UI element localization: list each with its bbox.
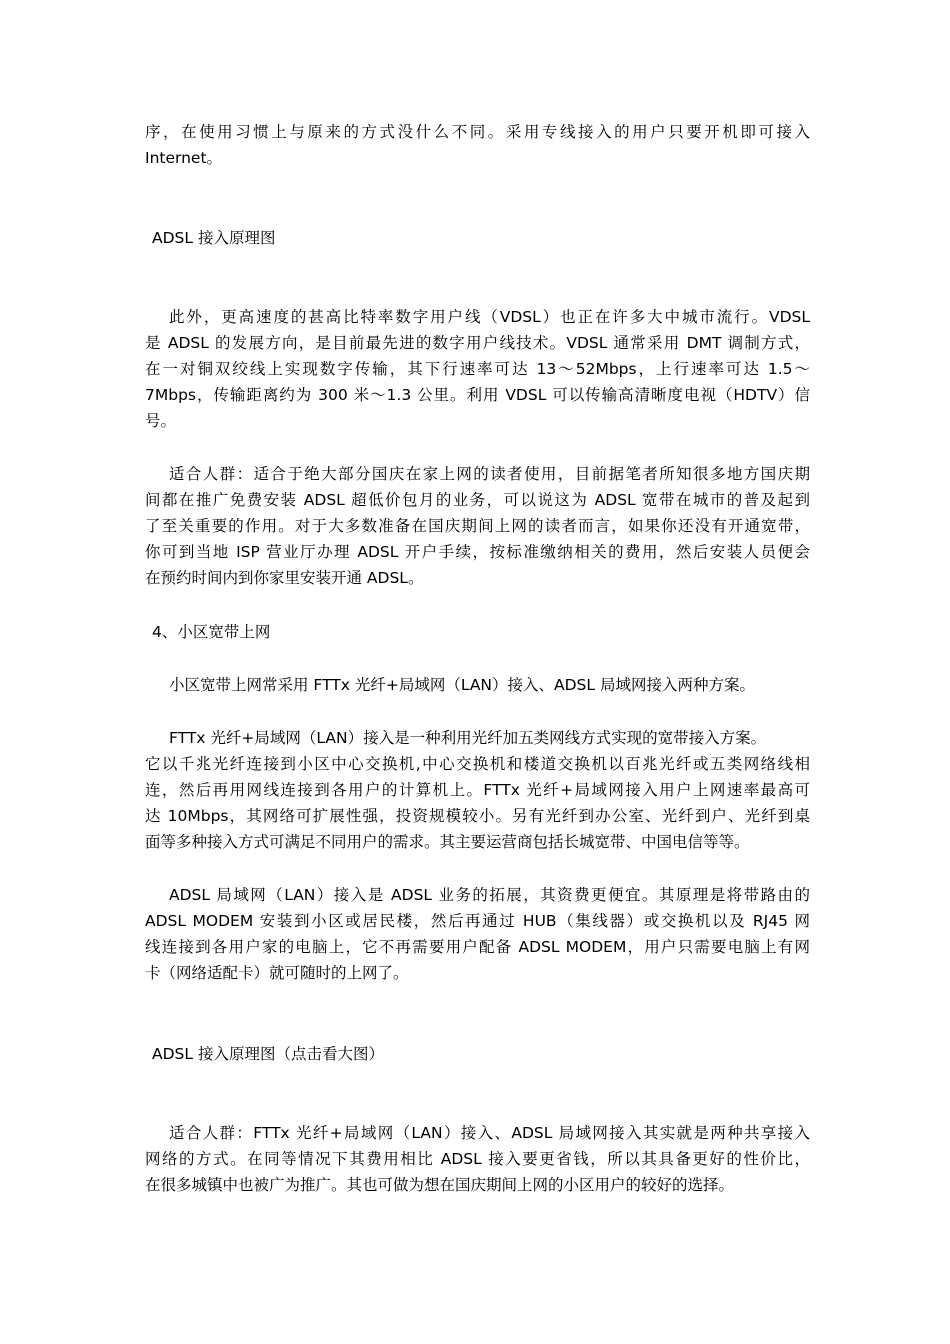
paragraph-line: 线连接到各用户家的电脑上，它不再需要用户配备 ADSL MODEM，用户只需要电脑上有网 [145, 938, 810, 956]
paragraph-line: Internet。 [145, 149, 223, 167]
paragraph-line: 号。 [145, 412, 177, 430]
paragraph-line: ADSL 局域网（LAN）接入是 ADSL 业务的拓展，其资费更便宜。其原理是将带路由的 [169, 886, 810, 904]
section-heading: 4、小区宽带上网 [152, 623, 271, 641]
paragraph-line: 在很多城镇中也被广为推广。其也可做为想在国庆期间上网的小区用户的较好的选择。 [145, 1176, 735, 1194]
paragraph-line: ADSL MODEM 安装到小区或居民楼，然后再通过 HUB（集线器）或交换机以及 RJ45 网 [145, 912, 810, 930]
figure-caption: ADSL 接入原理图 [152, 229, 276, 247]
paragraph-line: 此外，更高速度的甚高比特率数字用户线（VDSL）也正在许多大中城市流行。VDSL [169, 308, 810, 326]
paragraph-line: 序，在使用习惯上与原来的方式没什么不同。采用专线接入的用户只要开机即可接入 [145, 123, 810, 141]
paragraph-line: 连，然后再用网线连接到各用户的计算机上。FTTx 光纤+局域网接入用户上网速率最高可 [145, 781, 810, 799]
paragraph-line: FTTx 光纤+局域网（LAN）接入是一种利用光纤加五类网线方式实现的宽带接入方案。 [169, 729, 767, 747]
paragraph-line: 了至关重要的作用。对于大多数准备在国庆期间上网的读者而言，如果你还没有开通宽带， [145, 517, 810, 535]
paragraph-line: 面等多种接入方式可满足不同用户的需求。其主要运营商包括长城宽带、中国电信等等。 [145, 833, 750, 851]
paragraph-line: 间都在推广免费安装 ADSL 超低价包月的业务，可以说这为 ADSL 宽带在城市的普及起到 [145, 491, 810, 509]
paragraph-line: 在预约时间内到你家里安装开通 ADSL。 [145, 569, 424, 587]
paragraph-line: 适合人群：适合于绝大部分国庆在家上网的读者使用，目前据笔者所知很多地方国庆期 [169, 465, 810, 483]
paragraph-line: 7Mbps，传输距离约为 300 米～1.3 公里。利用 VDSL 可以传输高清晰度电视（HDTV）信 [145, 386, 810, 404]
paragraph-line: 在一对铜双绞线上实现数字传输，其下行速率可达 13～52Mbps，上行速率可达 1.5～ [145, 360, 810, 378]
paragraph-line: 网络的方式。在同等情况下其费用相比 ADSL 接入要更省钱，所以其具备更好的性价比， [145, 1150, 810, 1168]
paragraph-line: 是 ADSL 的发展方向，是目前最先进的数字用户线技术。VDSL 通常采用 DMT 调制方式， [145, 334, 810, 352]
paragraph-line: 达 10Mbps，其网络可扩展性强，投资规模较小。另有光纤到办公室、光纤到户、光纤到桌 [145, 807, 810, 825]
paragraph-line: 卡（网络适配卡）就可随时的上网了。 [145, 964, 409, 982]
paragraph-line: 你可到当地 ISP 营业厅办理 ADSL 开户手续，按标准缴纳相关的费用，然后安装人员便会 [145, 543, 810, 561]
paragraph-line: 小区宽带上网常采用 FTTx 光纤+局域网（LAN）接入、ADSL 局域网接入两种方案。 [169, 676, 755, 694]
figure-caption: ADSL 接入原理图（点击看大图） [152, 1045, 384, 1063]
paragraph-line: 适合人群：FTTx 光纤+局域网（LAN）接入、ADSL 局域网接入其实就是两种共享接入 [169, 1124, 810, 1142]
paragraph-line: 它以千兆光纤连接到小区中心交换机,中心交换机和楼道交换机以百兆光纤或五类网络线相 [145, 755, 810, 773]
